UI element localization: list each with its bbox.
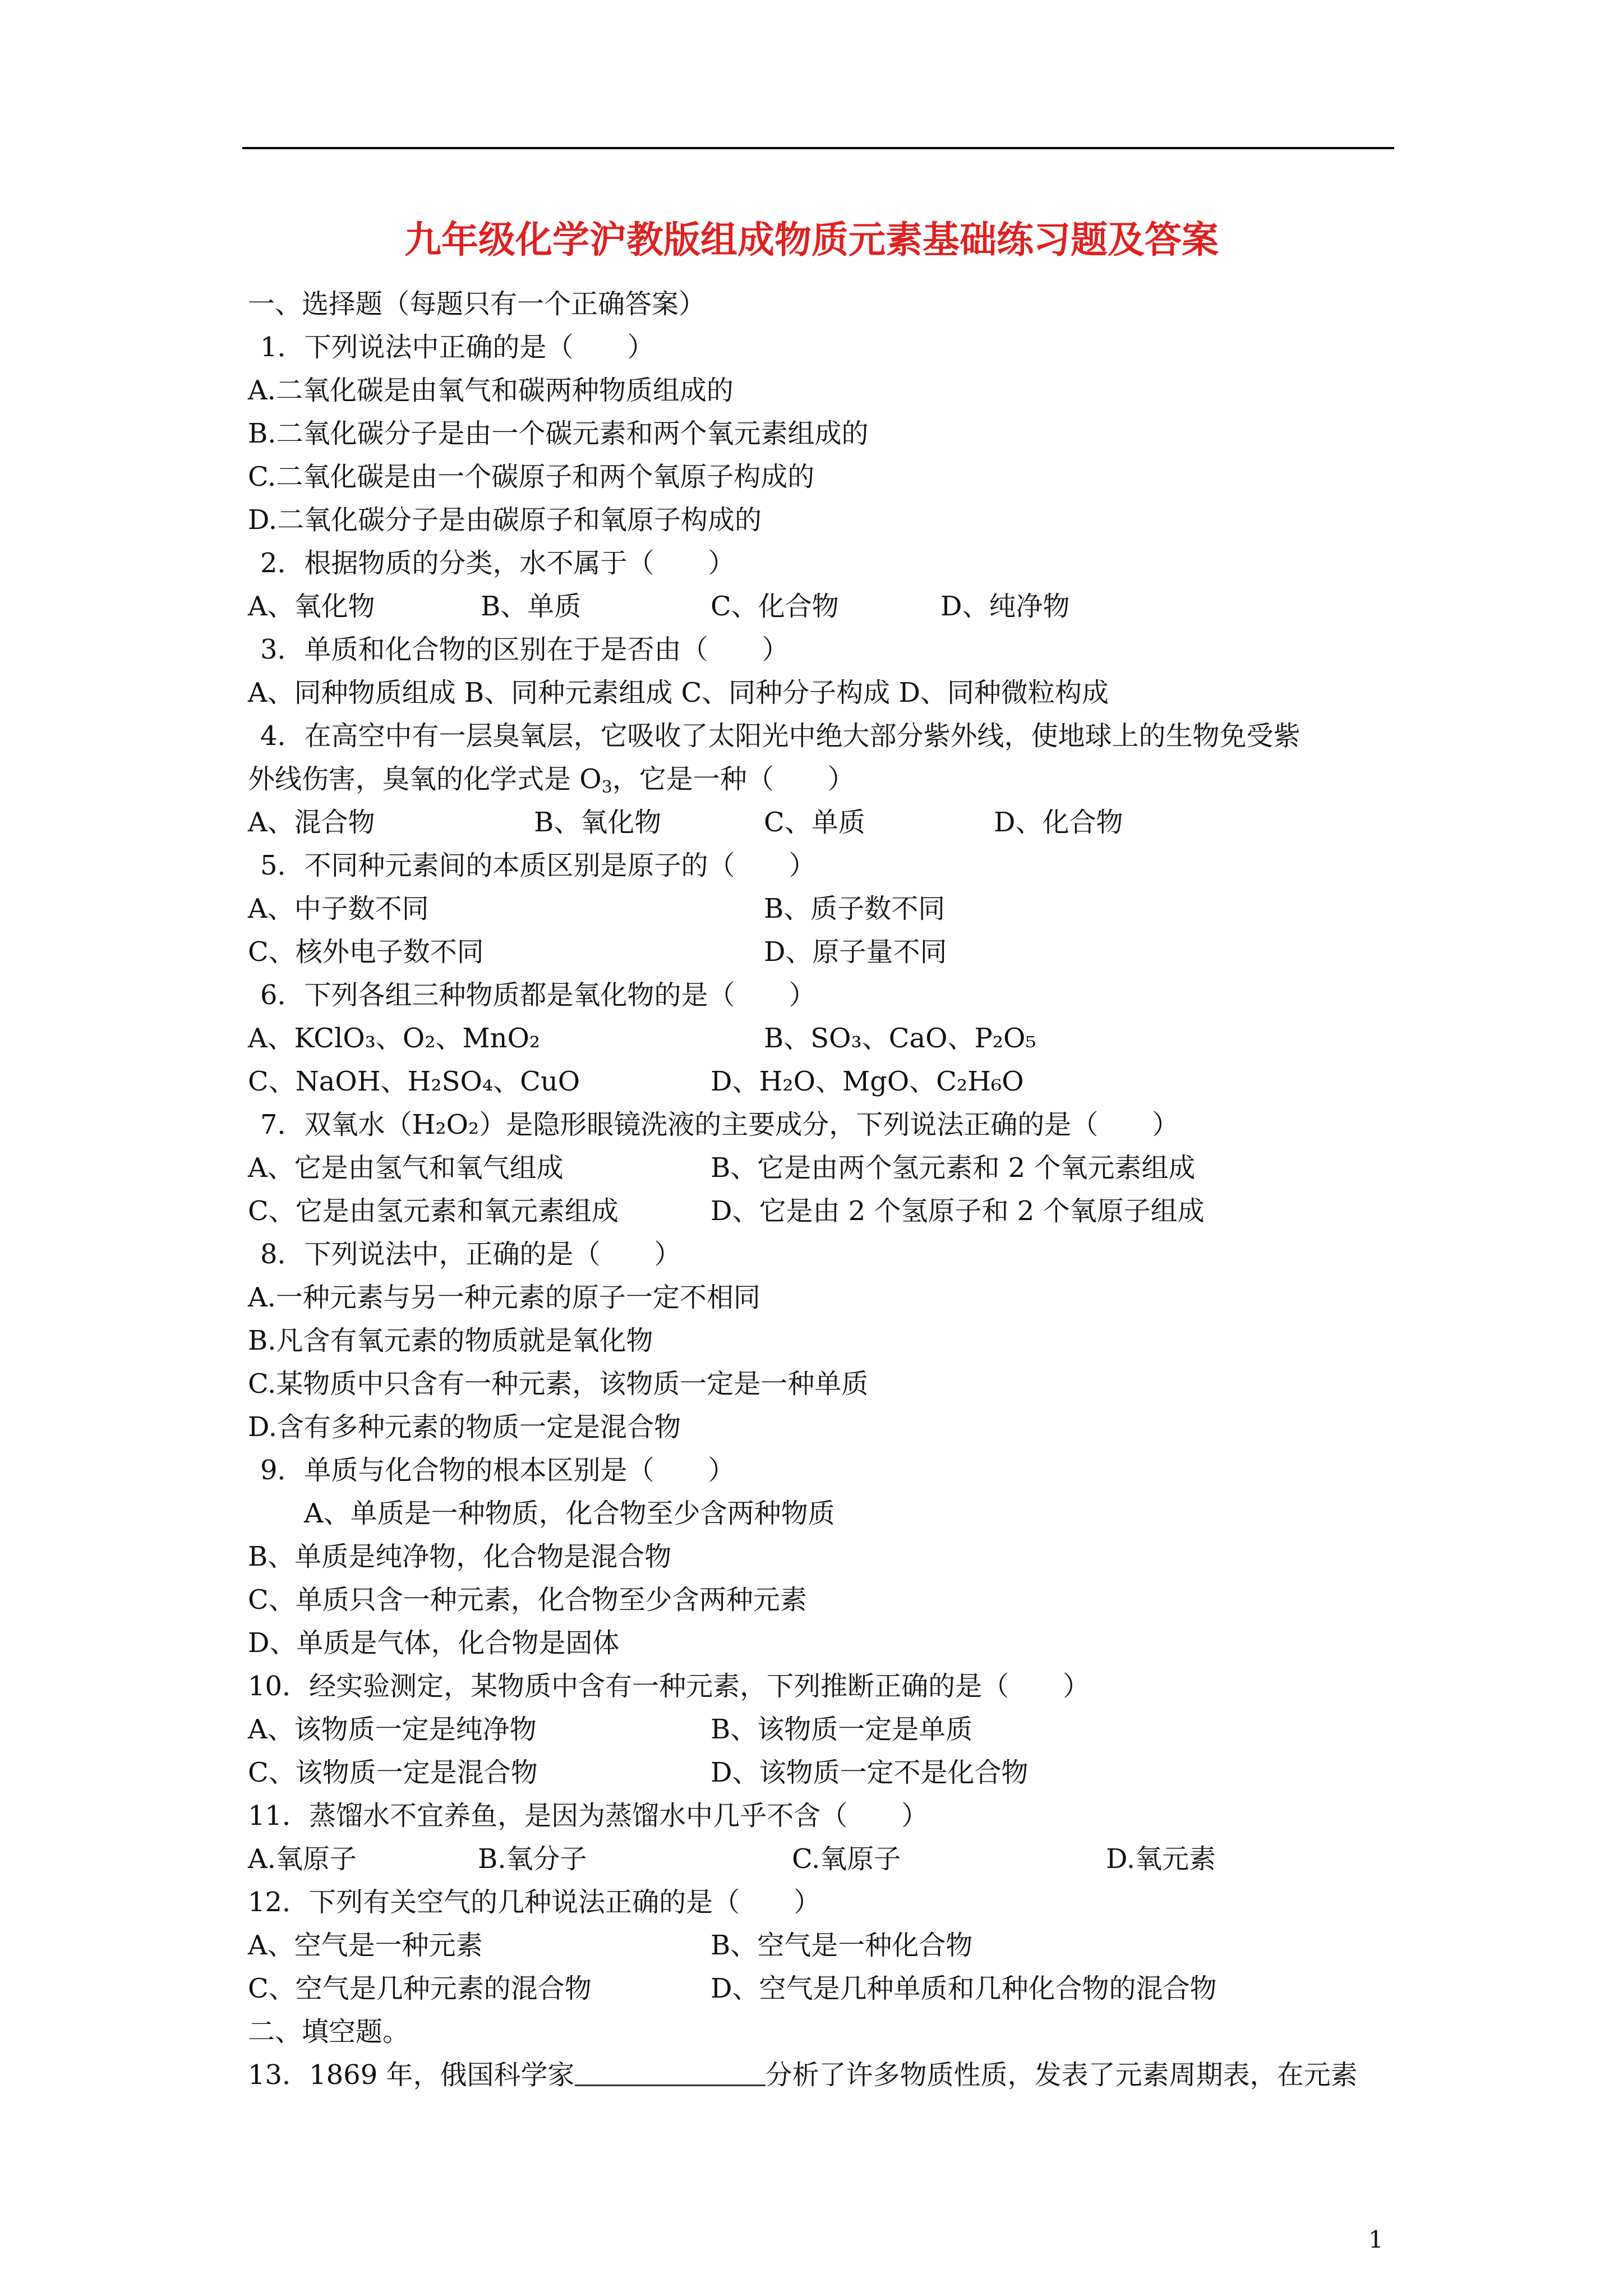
fill-blank[interactable] (575, 2060, 766, 2086)
q8-option-d: D.含有多种元素的物质一定是混合物 (248, 1411, 681, 1443)
q8-option-c: C.某物质中只含有一种元素，该物质一定是一种单质 (248, 1368, 869, 1400)
question-3-stem: 3．单质和化合物的区别在于是否由（ ） (260, 634, 789, 665)
q9-option-d: D、单质是气体，化合物是固体 (248, 1627, 620, 1659)
q4-option-c: C、单质 (764, 807, 865, 838)
q5-options-row1 (248, 887, 1398, 931)
q6-option-d: D、H₂O、MgO、C₂H₆O (711, 1066, 1024, 1097)
q12-option-c: C、空气是几种元素的混合物 (248, 1973, 592, 2004)
q3-options: A、同种物质组成 B、同种元素组成 C、同种分子构成 D、同种微粒构成 (248, 677, 1109, 708)
q9-option-b: B、单质是纯净物，化合物是混合物 (248, 1541, 672, 1572)
q10-options-row2 (248, 1751, 1398, 1795)
q4-option-a: A、混合物 (248, 807, 375, 838)
q7-options-row2 (248, 1190, 1398, 1233)
question-5-stem: 5．不同种元素间的本质区别是原子的（ ） (260, 850, 816, 881)
q6-option-c: C、NaOH、H₂SO₄、CuO (248, 1066, 580, 1097)
section-heading-choice: 一、选择题（每题只有一个正确答案） (248, 288, 706, 320)
q11-option-a: A.氧原子 (248, 1843, 357, 1875)
q7-option-d: D、它是由 2 个氢原子和 2 个氧原子组成 (711, 1195, 1205, 1227)
question-11-stem: 11．蒸馏水不宜养鱼，是因为蒸馏水中几乎不含（ ） (248, 1800, 929, 1832)
q6-options-row1 (248, 1017, 1398, 1060)
q12-option-d: D、空气是几种单质和几种化合物的混合物 (711, 1973, 1217, 2004)
q6-options-row2 (248, 1060, 1398, 1103)
q5-option-b: B、质子数不同 (764, 893, 946, 924)
header-rule (242, 147, 1394, 149)
question-4-stem-line2: 外线伤害，臭氧的化学式是 $O_3$，它是一种（ ） (248, 763, 855, 797)
q12-options-row2 (248, 1967, 1398, 2010)
q12-option-b: B、空气是一种化合物 (711, 1930, 973, 1961)
q11-option-b: B.氧分子 (478, 1843, 587, 1875)
question-10-stem: 10．经实验测定，某物质中含有一种元素，下列推断正确的是（ ） (248, 1671, 1090, 1702)
q12-options-row1 (248, 1924, 1398, 1967)
question-9-stem: 9．单质与化合物的根本区别是（ ） (260, 1455, 735, 1486)
q12-option-a: A、空气是一种元素 (248, 1930, 483, 1961)
q1-option-a: A.二氧化碳是由氧气和碳两种物质组成的 (248, 375, 734, 406)
q10-option-a: A、该物质一定是纯净物 (248, 1714, 537, 1745)
q11-option-d: D.氧元素 (1106, 1843, 1216, 1875)
question-8-stem: 8．下列说法中，正确的是（ ） (260, 1239, 681, 1270)
q2-option-b: B、单质 (481, 591, 582, 622)
question-13-stem: 13．1869 年，俄国科学家 分析了许多物质性质，发表了元素周期表，在元素 (248, 2059, 1358, 2091)
q11-option-c: C.氧原子 (792, 1843, 901, 1875)
question-6-stem: 6．下列各组三种物质都是氧化物的是（ ） (260, 979, 816, 1011)
q10-option-c: C、该物质一定是混合物 (248, 1757, 538, 1788)
q10-option-b: B、该物质一定是单质 (711, 1714, 973, 1745)
q11-options (248, 1838, 1398, 1881)
question-7-stem: 7．双氧水（H₂O₂）是隐形眼镜洗液的主要成分，下列说法正确的是（ ） (260, 1109, 1179, 1140)
q10-option-d: D、该物质一定不是化合物 (711, 1757, 1029, 1788)
q7-option-c: C、它是由氢元素和氧元素组成 (248, 1195, 619, 1227)
q8-option-b: B.凡含有氧元素的物质就是氧化物 (248, 1325, 653, 1356)
q5-option-a: A、中子数不同 (248, 893, 429, 924)
q5-options-row2 (248, 931, 1398, 974)
q1-option-d: D.二氧化碳分子是由碳原子和氧原子构成的 (248, 504, 762, 536)
q2-options (248, 585, 1398, 628)
q10-options-row1 (248, 1708, 1398, 1751)
section-heading-fill: 二、填空题。 (248, 2016, 410, 2047)
q9-option-c: C、单质只含一种元素，化合物至少含两种元素 (248, 1584, 807, 1616)
page-number: 1 (1368, 2226, 1384, 2253)
q6-option-b: B、SO₃、CaO、P₂O₅ (764, 1023, 1036, 1054)
question-4-stem-line1: 4．在高空中有一层臭氧层，它吸收了太阳光中绝大部分紫外线，使地球上的生物免受紫 (260, 720, 1301, 752)
q7-option-b: B、它是由两个氢元素和 2 个氧元素组成 (711, 1152, 1196, 1184)
q5-option-d: D、原子量不同 (764, 936, 947, 968)
exercise-content (248, 283, 1398, 2097)
q4-option-d: D、化合物 (994, 807, 1123, 838)
q9-option-a: A、单质是一种物质，化合物至少含两种物质 (304, 1498, 835, 1529)
q2-option-d: D、纯净物 (940, 591, 1070, 622)
question-2-stem: 2．根据物质的分类，水不属于（ ） (260, 547, 735, 579)
q1-option-c: C.二氧化碳是由一个碳原子和两个氧原子构成的 (248, 461, 815, 493)
q2-option-c: C、化合物 (711, 591, 839, 622)
q4-options (248, 801, 1398, 844)
q1-option-b: B.二氧化碳分子是由一个碳元素和两个氧元素组成的 (248, 418, 869, 449)
q5-option-c: C、核外电子数不同 (248, 936, 484, 968)
q4-option-b: B、氧化物 (534, 807, 662, 838)
q8-option-a: A.一种元素与另一种元素的原子一定不相同 (248, 1282, 760, 1313)
question-1-stem: 1．下列说法中正确的是（ ） (260, 332, 654, 363)
q7-options-row1 (248, 1147, 1398, 1190)
q6-option-a: A、KClO₃、O₂、MnO₂ (248, 1023, 541, 1054)
q7-option-a: A、它是由氢气和氧气组成 (248, 1152, 564, 1184)
q2-option-a: A、氧化物 (248, 591, 375, 622)
question-12-stem: 12．下列有关空气的几种说法正确的是（ ） (248, 1887, 821, 1918)
page-title: 九年级化学沪教版组成物质元素基础练习题及答案 (404, 218, 1219, 261)
